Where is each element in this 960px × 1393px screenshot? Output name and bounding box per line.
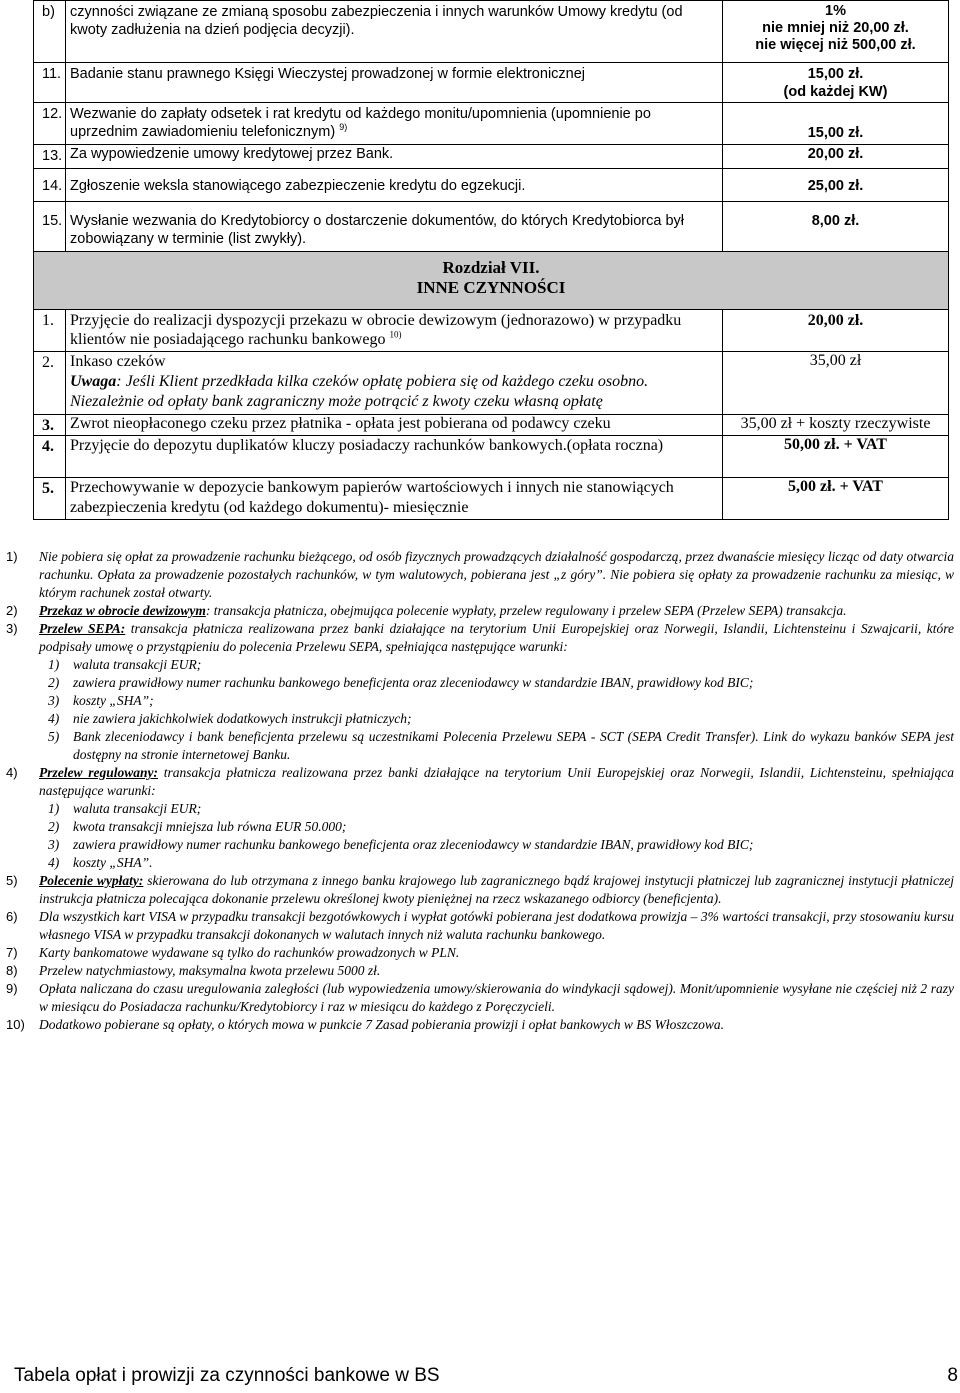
row-cost	[723, 63, 949, 103]
subitem-number: 3)	[48, 693, 60, 708]
footnote-text	[39, 620, 954, 764]
row-description: Przyjęcie do depozytu duplikatów kluczy posiadaczy rachunków bankowych.(opłata roczna)	[66, 436, 723, 478]
section-header	[34, 252, 949, 310]
footnote	[6, 962, 954, 980]
row-description	[66, 352, 723, 415]
page-footer	[14, 1365, 958, 1387]
footnote-number: 2)	[6, 603, 18, 618]
row-note	[70, 372, 718, 392]
row-number: 12.	[34, 103, 66, 145]
row-number: 14.	[34, 169, 66, 202]
subitem-number: 2)	[48, 819, 60, 834]
footnote-number: 3)	[6, 621, 18, 636]
subitem-text: zawiera prawidłowy numer rachunku bankowego beneficjenta oraz zleceniodawcy w standardzie IBAN, prawidłowy kod BIC;	[73, 675, 754, 690]
footnote-term: Polecenie wypłaty:	[39, 873, 144, 888]
footnote-text	[39, 602, 954, 620]
subitem-number: 4)	[48, 855, 60, 870]
cost-line: nie mniej niż 20,00 zł.	[762, 20, 909, 36]
row-description: Przechowywanie w depozycie bankowym papierów wartościowych i innych nie stanowiących zabezpieczenia kredytu (od każdego dokumentu)- miesięcznie	[66, 478, 723, 520]
footnote-subitem	[39, 674, 954, 692]
footnote-number: 6)	[6, 909, 18, 924]
page-number: 8	[947, 1365, 958, 1386]
cost-line: (od każdej KW)	[783, 84, 888, 100]
table-row	[34, 310, 949, 352]
row-number: 13.	[34, 145, 66, 169]
footnote-definition: transakcja płatnicza realizowana przez banki działające na terytorium Unii Europejskiej oraz Norwegii, Islandii, Lichtensteinu i Szwajcarii, które podpisały umowę o przystąpieniu do polecenia Przelewu SEPA, spełniająca następujące warunki:	[39, 621, 955, 654]
table-row	[34, 1, 949, 63]
row-cost: 8,00 zł.	[723, 202, 949, 252]
subitem-text: koszty „SHA”;	[73, 693, 154, 708]
row-description-text: Przyjęcie do realizacji dyspozycji przekazu w obrocie dewizowym (jednorazowo) w przypadku klientów nie posiadającego rachunku bankowego	[70, 312, 682, 348]
row-cost: 50,00 zł. + VAT	[723, 436, 949, 478]
footnote-text: Przelew natychmiastowy, maksymalna kwota przelewu 5000 zł.	[39, 963, 381, 978]
row-number: 15.	[34, 202, 66, 252]
subitem-number: 2)	[48, 675, 60, 690]
table-row	[34, 478, 949, 520]
subitem-text: waluta transakcji EUR;	[73, 801, 202, 816]
footnote-subitem	[39, 818, 954, 836]
footnote-number: 8)	[6, 963, 18, 978]
table-row	[34, 63, 949, 103]
subitem-text: zawiera prawidłowy numer rachunku bankowego beneficjenta oraz zleceniodawcy w standardzie IBAN, prawidłowy kod BIC;	[73, 837, 754, 852]
table-row	[34, 202, 949, 252]
footnote-number: 10)	[6, 1017, 25, 1032]
subitem-text: waluta transakcji EUR;	[73, 657, 202, 672]
footnotes	[6, 548, 954, 1034]
note-label: Uwaga	[70, 373, 117, 390]
footnote-definition: transakcja płatnicza realizowana przez banki działające na terytorium Unii Europejskiej oraz Norwegii, Islandii, Lichtensteinu, spełniająca następujące warunki:	[39, 765, 955, 798]
footnote-subitem	[39, 854, 954, 872]
footnote-subitem	[39, 836, 954, 854]
footnote-text: Karty bankomatowe wydawane są tylko do rachunków prowadzonych w PLN.	[39, 945, 460, 960]
footnote	[6, 620, 954, 764]
footnote-term: Przelew regulowany:	[39, 765, 159, 780]
row-note-extra: Niezależnie od opłaty bank zagraniczny może potrącić z kwoty czeku własną opłatę	[70, 393, 603, 410]
row-description-text: Wezwanie do zapłaty odsetek i rat kredytu od każdego monitu/upomnienia (upomnienie po uprzednim zawiadomieniu telefonicznym)	[70, 106, 651, 140]
row-number: 4.	[34, 436, 66, 478]
footnote-text	[39, 872, 954, 908]
footnote	[6, 908, 954, 944]
footnote-number: 7)	[6, 945, 18, 960]
footnote	[6, 1016, 954, 1034]
row-description: Badanie stanu prawnego Księgi Wieczystej prowadzonej w formie elektronicznej	[66, 63, 723, 103]
footnote	[6, 602, 954, 620]
footnote-definition: : transakcja płatnicza, obejmująca polecenie wypłaty, przelew regulowany i przelew SEPA (Przelew SEPA) transakcja.	[205, 603, 847, 618]
cost-line: 1%	[825, 3, 846, 19]
row-number: 2.	[34, 352, 66, 415]
footnote-text: Dodatkowo pobierane są opłaty, o których mowa w punkcie 7 Zasad pobierania prowizji i opłat bankowych w BS Włoszczowa.	[39, 1017, 724, 1032]
section-name: INNE CZYNNOŚCI	[416, 278, 566, 297]
footnote	[6, 944, 954, 962]
subitem-text: nie zawiera jakichkolwiek dodatkowych instrukcji płatniczych;	[73, 711, 412, 726]
subitem-number: 3)	[48, 837, 60, 852]
subitem-number: 5)	[48, 729, 60, 744]
footnote-ref: 9)	[339, 122, 348, 133]
footnote-number: 1)	[6, 549, 18, 564]
footnote-text: Opłata naliczana do czasu uregulowania zaległości (lub wypowiedzenia umowy/skierowania do windykacji sądowej). Monit/upomnienie wysyłane nie częściej niż 2 razy w miesiącu do Posiadacza rachunku/Kredytobiorcy i raz w miesiącu do każdego z Poręczycieli.	[39, 981, 954, 1014]
footnote-subitem	[39, 800, 954, 818]
row-description: Zgłoszenie weksla stanowiącego zabezpieczenie kredytu do egzekucji.	[66, 169, 723, 202]
note-text: : Jeśli Klient przedkłada kilka czeków opłatę pobiera się od każdego czeku osobno.	[116, 373, 649, 390]
row-description	[66, 103, 723, 145]
footnote-number: 4)	[6, 765, 18, 780]
row-cost	[723, 1, 949, 63]
cost-line: nie więcej niż 500,00 zł.	[755, 37, 916, 53]
footnote-definition: skierowana do lub otrzymana z innego banku krajowego lub zagranicznego bądź krajowej instytucji płatniczej lub zagranicznej instytucji płatniczej instrukcja płatnicza polecająca dokonanie przelewu określonej kwoty pieniężnej na rzecz wskazanego odbiorcy (beneficjenta).	[39, 873, 954, 906]
subitem-text: koszty „SHA”.	[73, 855, 153, 870]
row-cost: 20,00 zł.	[723, 310, 949, 352]
footnote	[6, 980, 954, 1016]
row-number: b)	[34, 1, 66, 63]
row-cost: 25,00 zł.	[723, 169, 949, 202]
cost-line: 15,00 zł.	[807, 66, 864, 82]
section-chapter: Rozdział VII.	[442, 258, 540, 277]
footnote	[6, 548, 954, 602]
subitem-text: kwota transakcji mniejsza lub równa EUR 50.000;	[73, 819, 347, 834]
footnote-ref: 10)	[389, 329, 402, 340]
row-number: 5.	[34, 478, 66, 520]
footnote-subitem	[39, 692, 954, 710]
footnote-number: 5)	[6, 873, 18, 888]
footnote-text: Dla wszystkich kart VISA w przypadku transakcji bezgotówkowych i wypłat gotówki pobierana jest dodatkowa prowizja – 3% wartości transakcji, przy stosowaniu kursu własnego VISA w przypadku transakcji dokonanych w walutach innych niż waluta rachunku bankowego.	[39, 909, 954, 942]
footnote-text: Nie pobiera się opłat za prowadzenie rachunku bieżącego, od osób fizycznych prowadzących działalność gospodarczą, przez dwanaście miesięcy licząc od daty otwarcia rachunku. Opłata za prowadzenie pozostałych rachunków, w tym walutowych, pobierana jest „z góry”. Nie pobiera się opłaty za prowadzenie rachunku za miesiąc, w którym rachunek został otwarty.	[39, 549, 954, 600]
subitem-number: 4)	[48, 711, 60, 726]
footer-title: Tabela opłat i prowizji za czynności bankowe w BS	[14, 1365, 440, 1386]
table-row	[34, 169, 949, 202]
subitem-text: Bank zleceniodawcy i bank beneficjenta przelewu są uczestnikami Polecenia Przelewu SEPA - SCT (SEPA Credit Transfer). Link do wykazu banków SEPA jest dostępny na stronie internetowej Banku.	[73, 729, 954, 762]
footnote-text	[39, 764, 954, 872]
footnote-subitem	[39, 728, 954, 764]
row-description: Za wypowiedzenie umowy kredytowej przez Bank.	[66, 145, 723, 169]
table-row	[34, 436, 949, 478]
section-title	[34, 252, 949, 310]
footnote-term: Przelew SEPA:	[39, 621, 126, 636]
footnote-subitem	[39, 710, 954, 728]
row-description: Wysłanie wezwania do Kredytobiorcy o dostarczenie dokumentów, do których Kredytobiorca był zobowiązany w terminie (list zwykły).	[66, 202, 723, 252]
subitem-number: 1)	[48, 801, 60, 816]
row-description-text: Inkaso czeków	[70, 353, 166, 370]
subitem-number: 1)	[48, 657, 60, 672]
row-cost: 35,00 zł	[723, 352, 949, 415]
footnote-term: Przekaz w obrocie dewizowym	[39, 603, 206, 618]
row-cost: 35,00 zł + koszty rzeczywiste	[723, 415, 949, 436]
footnote-subitem	[39, 656, 954, 674]
row-description: Zwrot nieopłaconego czeku przez płatnika - opłata jest pobierana od podawcy czeku	[66, 415, 723, 436]
row-number: 3.	[34, 415, 66, 436]
row-number: 11.	[34, 63, 66, 103]
table-row	[34, 415, 949, 436]
row-number: 1.	[34, 310, 66, 352]
row-description	[66, 310, 723, 352]
table-row	[34, 103, 949, 145]
row-cost: 5,00 zł. + VAT	[723, 478, 949, 520]
table-row	[34, 352, 949, 415]
row-cost: 20,00 zł.	[723, 145, 949, 169]
fee-table	[33, 0, 949, 520]
footnote-number: 9)	[6, 981, 18, 996]
row-description: czynności związane ze zmianą sposobu zabezpieczenia i innych warunków Umowy kredytu (od kwoty zadłużenia na dzień podjęcia decyzji).	[66, 1, 723, 63]
footnote	[6, 872, 954, 908]
footnote	[6, 764, 954, 872]
table-row	[34, 145, 949, 169]
row-cost: 15,00 zł.	[723, 103, 949, 145]
